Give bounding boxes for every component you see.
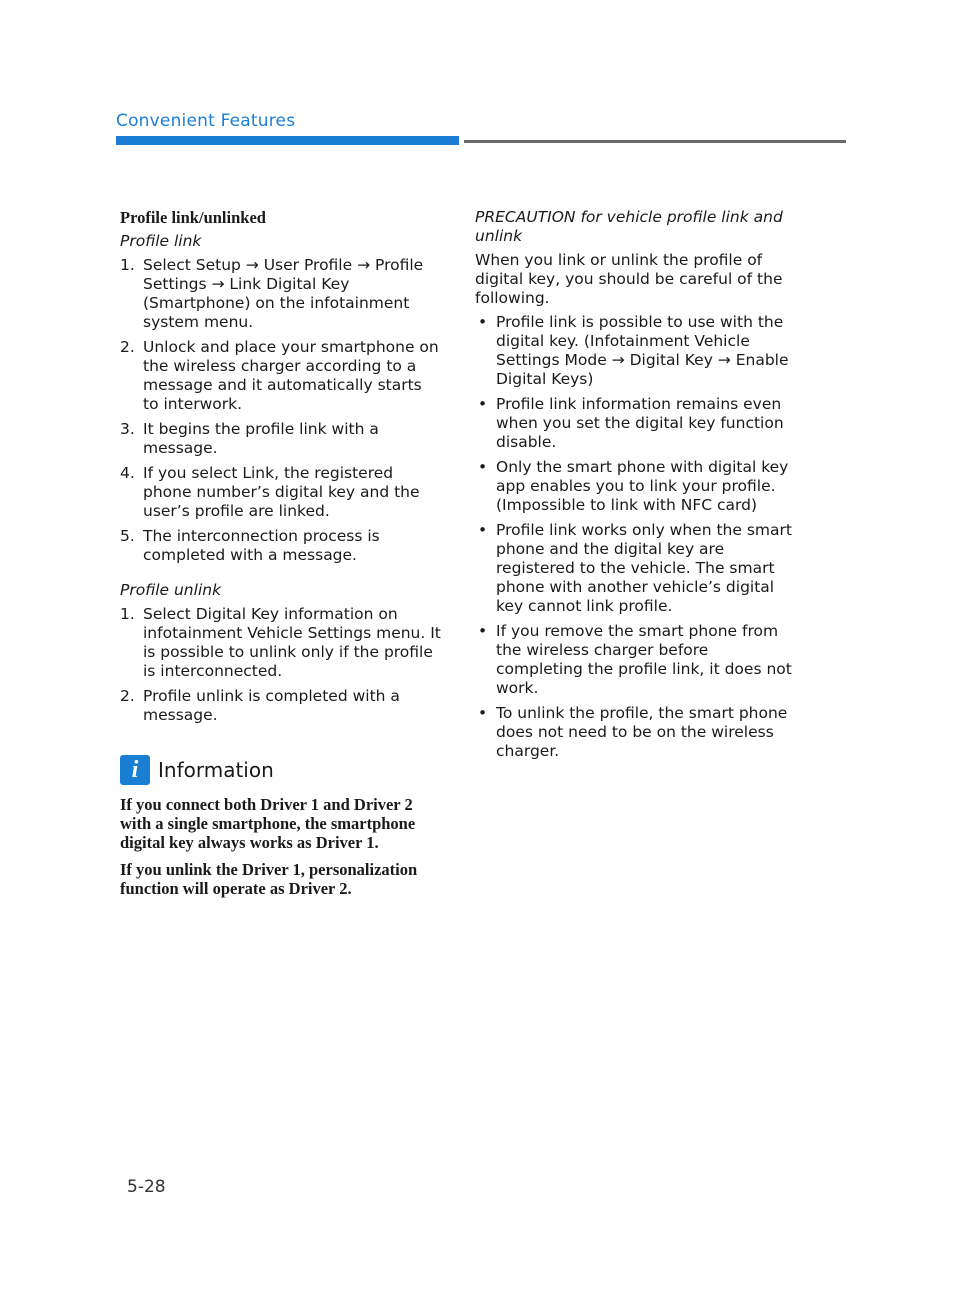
precaution-bullets bbox=[475, 313, 797, 761]
bullet-text: Profile link information remains even when you set the digital key function disable. bbox=[496, 395, 784, 451]
bullet-text: If you remove the smart phone from the wireless charger before completing the profile link, it does not work. bbox=[496, 622, 792, 697]
precaution-intro: When you link or unlink the profile of digital key, you should be careful of the following. bbox=[475, 251, 783, 307]
information-header bbox=[120, 755, 442, 785]
step-text: It begins the profile link with a message. bbox=[143, 420, 379, 457]
step-number: 5. bbox=[120, 527, 135, 545]
list-item bbox=[120, 527, 442, 565]
step-number: 3. bbox=[120, 420, 135, 438]
step-text: Profile unlink is completed with a message. bbox=[143, 687, 400, 724]
page-number: 5-28 bbox=[127, 1177, 166, 1197]
list-item bbox=[475, 704, 797, 761]
bullet-text: Profile link works only when the smart phone and the digital key are registered to the vehicle. The smart phone with another vehicle’s digital key cannot link profile. bbox=[496, 521, 792, 615]
profile-link-steps bbox=[120, 256, 442, 565]
bullet-text: Only the smart phone with digital key app enables you to link your profile. (Impossible to link with NFC card) bbox=[496, 458, 789, 514]
step-text: The interconnection process is completed with a message. bbox=[143, 527, 380, 564]
header-rule-accent bbox=[116, 136, 459, 145]
list-item bbox=[120, 605, 442, 681]
information-text: If you connect both Driver 1 and Driver 2 with a single smartphone, the smartphone digital key always works as Driver 1. bbox=[120, 795, 416, 852]
step-text: Select Setup → User Profile → Profile Settings → Link Digital Key (Smartphone) on the infotainment system menu. bbox=[143, 256, 424, 331]
information-title: Information bbox=[158, 757, 274, 782]
section-heading: Profile link/unlinked bbox=[120, 208, 266, 227]
list-item bbox=[120, 464, 442, 521]
step-number: 1. bbox=[120, 605, 135, 623]
step-number: 4. bbox=[120, 464, 135, 482]
step-number: 2. bbox=[120, 687, 135, 705]
profile-unlink-subheading: Profile unlink bbox=[120, 581, 222, 599]
right-column bbox=[475, 208, 797, 767]
step-text: Select Digital Key information on infotainment Vehicle Settings menu. It is possible to unlink only if the profile is interconnected. bbox=[143, 605, 441, 680]
profile-link-subheading: Profile link bbox=[120, 232, 202, 250]
step-number: 2. bbox=[120, 338, 135, 356]
list-item bbox=[475, 458, 797, 515]
bullet-text: To unlink the profile, the smart phone does not need to be on the wireless charger. bbox=[496, 704, 788, 760]
bullet: • bbox=[478, 521, 488, 539]
list-item bbox=[475, 395, 797, 452]
step-text: Unlock and place your smartphone on the wireless charger according to a message and it automatically starts to interwork. bbox=[143, 338, 439, 413]
bullet: • bbox=[478, 704, 488, 722]
precaution-heading: PRECAUTION for vehicle profile link and unlink bbox=[475, 208, 783, 245]
information-text: If you unlink the Driver 1, personalization function will operate as Driver 2. bbox=[120, 860, 418, 898]
bullet-text: Profile link is possible to use with the digital key. (Infotainment Vehicle Settings Mode → Digital Key → Enable Digital Keys) bbox=[496, 313, 789, 388]
list-item bbox=[475, 521, 797, 616]
list-item bbox=[120, 338, 442, 414]
list-item bbox=[120, 420, 442, 458]
header-rule bbox=[464, 140, 846, 143]
bullet: • bbox=[478, 395, 488, 413]
list-item bbox=[475, 313, 797, 389]
left-column bbox=[120, 208, 442, 906]
bullet: • bbox=[478, 622, 488, 640]
list-item bbox=[120, 256, 442, 332]
list-item bbox=[475, 622, 797, 698]
section-title: Convenient Features bbox=[116, 111, 296, 131]
profile-unlink-steps bbox=[120, 605, 442, 725]
step-number: 1. bbox=[120, 256, 135, 274]
bullet: • bbox=[478, 313, 488, 331]
info-icon: i bbox=[120, 755, 150, 785]
bullet: • bbox=[478, 458, 488, 476]
list-item bbox=[120, 687, 442, 725]
step-text: If you select Link, the registered phone number’s digital key and the user’s profile are linked. bbox=[143, 464, 420, 520]
information-box bbox=[120, 755, 442, 898]
